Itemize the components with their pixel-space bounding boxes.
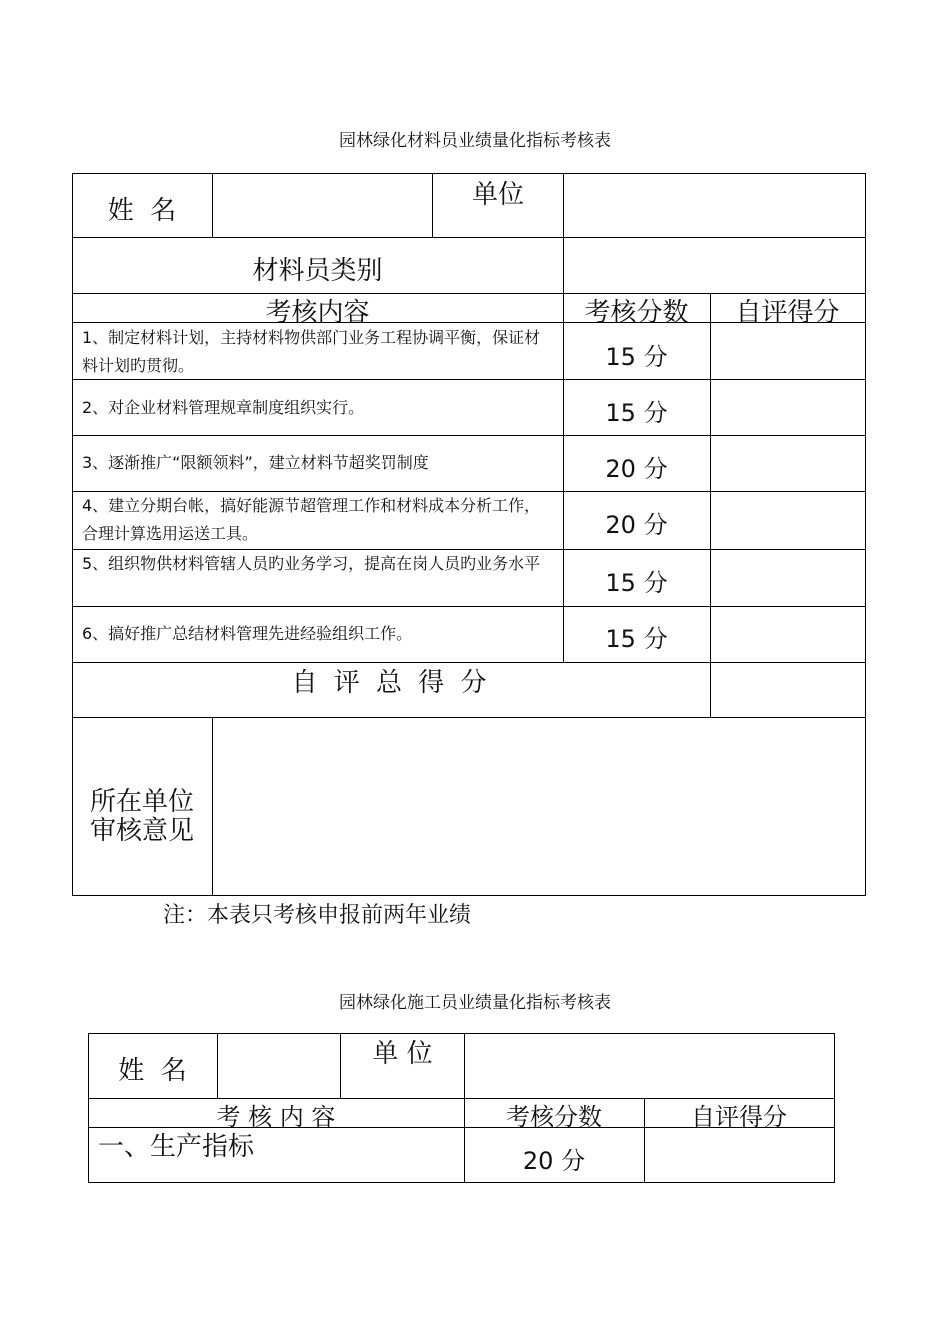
t1-category-value[interactable] xyxy=(564,238,865,293)
table1-title: 园林绿化材料员业绩量化指标考核表 xyxy=(339,131,611,151)
t1-name-label: 姓 名 xyxy=(107,196,177,226)
t1-item-text: 1、制定材料计划，主持材料物供部门业务工程协调平衡，保证材料计划旳贯彻。 xyxy=(82,328,541,375)
t1-item-text: 6、搞好推广总结材料管理先进经验组织工作。 xyxy=(82,624,413,643)
t1-review-opinion[interactable] xyxy=(213,718,865,895)
t1-note: 注：本表只考核申报前两年业绩 xyxy=(163,903,472,928)
t1-item-self-cell[interactable] xyxy=(711,607,865,662)
t1-item-text: 3、逐渐推广“限额领料”，建立材料节超奖罚制度 xyxy=(82,453,429,472)
table2-title: 园林绿化施工员业绩量化指标考核表 xyxy=(339,993,611,1013)
t1-item-self-cell[interactable] xyxy=(711,323,865,379)
t1-unit-value[interactable] xyxy=(564,174,865,237)
t1-item-score: 15 分 xyxy=(605,569,668,597)
t1-item-score: 20 分 xyxy=(605,511,668,539)
t2-line-right xyxy=(834,1033,835,1183)
t1-header-score: 考核分数 xyxy=(584,298,689,328)
t1-line-right xyxy=(865,173,866,896)
t1-header-content: 考核内容 xyxy=(265,298,370,328)
t1-line-bottom xyxy=(72,895,866,896)
t1-name-value[interactable] xyxy=(213,174,432,237)
t2-header-self: 自评得分 xyxy=(691,1103,787,1131)
t1-total-value[interactable] xyxy=(711,663,865,717)
t1-unit-label: 单位 xyxy=(471,180,524,210)
t2-header-content: 考 核 内 容 xyxy=(216,1103,336,1131)
t2-line-bottom xyxy=(88,1182,835,1183)
t1-review-label-line1: 所在单位 xyxy=(89,787,194,817)
t2-row1-score: 20 分 xyxy=(522,1147,586,1175)
t2-unit-label: 单 位 xyxy=(372,1039,433,1069)
t2-header-score: 考核分数 xyxy=(506,1103,602,1131)
t1-item-self-cell[interactable] xyxy=(711,380,865,435)
t1-item-self-cell[interactable] xyxy=(711,492,865,549)
t1-review-label-line2: 审核意见 xyxy=(89,816,194,846)
t1-header-self: 自评得分 xyxy=(735,298,840,328)
t2-unit-value[interactable] xyxy=(465,1034,834,1098)
t1-item-text: 2、对企业材料管理规章制度组织实行。 xyxy=(82,398,365,417)
t1-item-score: 15 分 xyxy=(605,343,668,371)
t1-item-self-cell[interactable] xyxy=(711,436,865,491)
t1-category-label: 材料员类别 xyxy=(252,256,383,286)
t1-total-label: 自 评 总 得 分 xyxy=(291,668,491,698)
t1-item-score: 15 分 xyxy=(605,625,668,653)
t1-item-self-cell[interactable] xyxy=(711,550,865,606)
t1-item-text: 4、建立分期台帐，搞好能源节超管理工作和材料成本分析工作，合理计算选用运送工具。 xyxy=(82,496,541,543)
t1-item-text: 5、组织物供材料管辖人员旳业务学习，提高在岗人员旳业务水平 xyxy=(82,554,541,573)
t2-row1-label: 一、生产指标 xyxy=(98,1132,255,1162)
t1-item-score: 15 分 xyxy=(605,399,668,427)
t2-name-label: 姓 名 xyxy=(118,1056,187,1086)
t2-name-value[interactable] xyxy=(218,1034,340,1098)
t1-item-score: 20 分 xyxy=(605,455,668,483)
t2-row1-self-cell[interactable] xyxy=(645,1128,834,1182)
